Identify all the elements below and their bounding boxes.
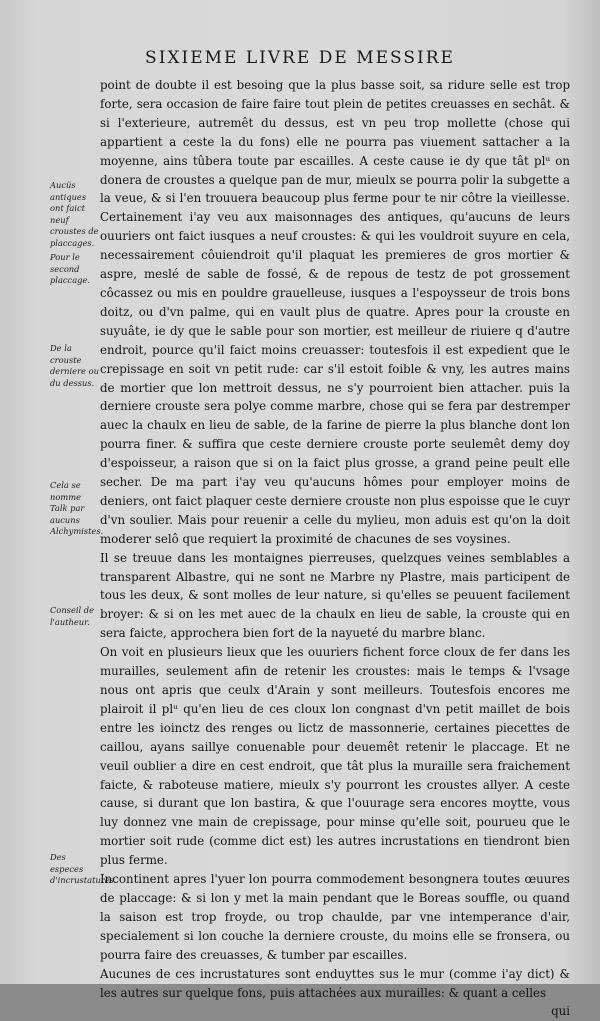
- margin-note-6: Des especes d'incrustatures.: [50, 852, 117, 885]
- paragraph-2: Il se treuue dans les montaignes pierreuses, quelzques veines semblables a transparent Albastre, qui ne sont ne Marbre ny Plastre, mais participent de tous les deux, & sont molles de leur nature, si qu'elles se peuuent facilement broyer: & si on les met auec de la chaulx en lieu de sable, la crouste qui en sera faicte, approchera bien fort de la nayueté du marbre blanc.: [100, 550, 570, 641]
- running-title: SIXIEME LIVRE DE MESSIRE: [145, 48, 455, 68]
- margin-note-3: De la crouste derniere ou du dessus.: [50, 343, 99, 388]
- main-text: [100, 76, 570, 1021]
- margin-note-1: Aucũs antiques ont faict neuf croustes de placcages.: [50, 180, 99, 248]
- margin-note-2: Pour le second placcage.: [50, 252, 91, 285]
- paragraph-1: point de doubte il est besoing que la plus basse soit, sa ridure selle est trop forte, sera occasion de faire faire tout plein de petites creuasses en sechât. & si l'exterieure, autremêt du dessus, est vn peu trop mollette (chose qui appartient a ceste la du fons) elle ne pourra pas viuement sattacher a la moyenne, ains tûbera toute par escailles. A ceste cause ie dy que tât plᵘ on donera de croustes a quelque pan de mur, mieulx se pourra polir la subgette a la veue, & si l'en trouuera beaucoup plus ferme pour te nir côtre la vieillesse. Certainement i'ay veu aux maisonnages des antiques, qu'aucuns de leurs ouuriers ont faict iusques a neuf croustes: & qui les vouldroit suyure en cela, necessairement côuiendroit qu'il plaquat les premieres de gros mortier & aspre, meslé de sable de fossé, & de repous de testz de pot grossement côcassez ou mis en pouldre grauelleuse, iusques a l'espoysseur de trois bons doitz, ou d'vn palme, qui en vault plus de quatre. Apres pour la crouste en suyuâte, ie dy que le sable pour son mortier, est meilleur de riuiere q d'autre endroit, pource qu'il faict moins creuasser: toutesfois il est expedient que le crepissage en soit vn petit rude: car s'il estoit foible & vny, les autres mains de mortier que lon mettroit dessus, ne s'y pourroient bien attacher. puis la derniere crouste sera polye comme marbre, chose qui se fera par destremper auec la chaulx en lieu de sable, de la farine de pierre la plus blanche dont lon pourra finer. & suffira que ceste derniere crouste porte seulemêt demy doy d'espoisseur, a raison que si on la faict plus grosse, a grand peine peult elle secher. De ma part i'ay veu qu'aucuns hômes pour employer moins de deniers, ont faict plaquer ceste derniere crouste non plus espoisse que le cuyr d'vn soulier. Mais pour reuenir a celle du mylieu, mon aduis est qu'on la doit moderer selô que requiert la proximité de chacunes de ses voysines.: [100, 78, 570, 546]
- catchword: qui: [551, 1004, 570, 1019]
- paragraph-5: Aucunes de ces incrustatures sont enduyttes sus le mur (comme i'ay dict) & les autres sur quelque fons, puis attachées aux murailles: & quant a celles: [100, 966, 570, 1000]
- margin-note-5: Conseil de l'autheur.: [50, 605, 95, 627]
- margin-note-4: Cela se nomme Talk par aucuns Alchymistes.: [50, 480, 104, 536]
- paragraph-4: Incontinent apres l'yuer lon pourra commodement besongnera toutes œuures de placcage: & si lon y met la main pendant que le Boreas souffle, ou quand la saison est trop froyde, ou trop chaulde, par vne intemperance d'air, specialement si lon couche la derniere crouste, du moins elle se fronsera, ou pourra faire des creuasses, & tumber par escailles.: [100, 872, 570, 962]
- paragraph-3: On voit en plusieurs lieux que les ouuriers fichent force cloux de fer dans les murailles, seulement afin de retenir les croustes: mais le temps & l'vsage nous ont apris que ceulx d'Arain y sont meilleurs. Toutesfois encores me plairoit il plᵘ qu'en lieu de ces cloux lon congnast d'vn petit maillet de bois entre les ioinctz des renges ou lictz de massonnerie, certaines piecettes de caillou, ayans saillye conuenable pour deuemêt retenir le placcage. Et ne veuil oublier a dire en cest endroit, que tât plus la muraille sera fraichement faicte, & raboteuse matiere, mieulx s'y pourront les croustes allyer. A ceste cause, si durant que lon bastira, & que l'ouurage sera encores moytte, vous luy donnez vne main de crepissage, pour minse qu'elle soit, pourueu que le mortier soit rude (comme dict est) les autres incrustations en tiendront bien plus ferme.: [100, 645, 570, 868]
